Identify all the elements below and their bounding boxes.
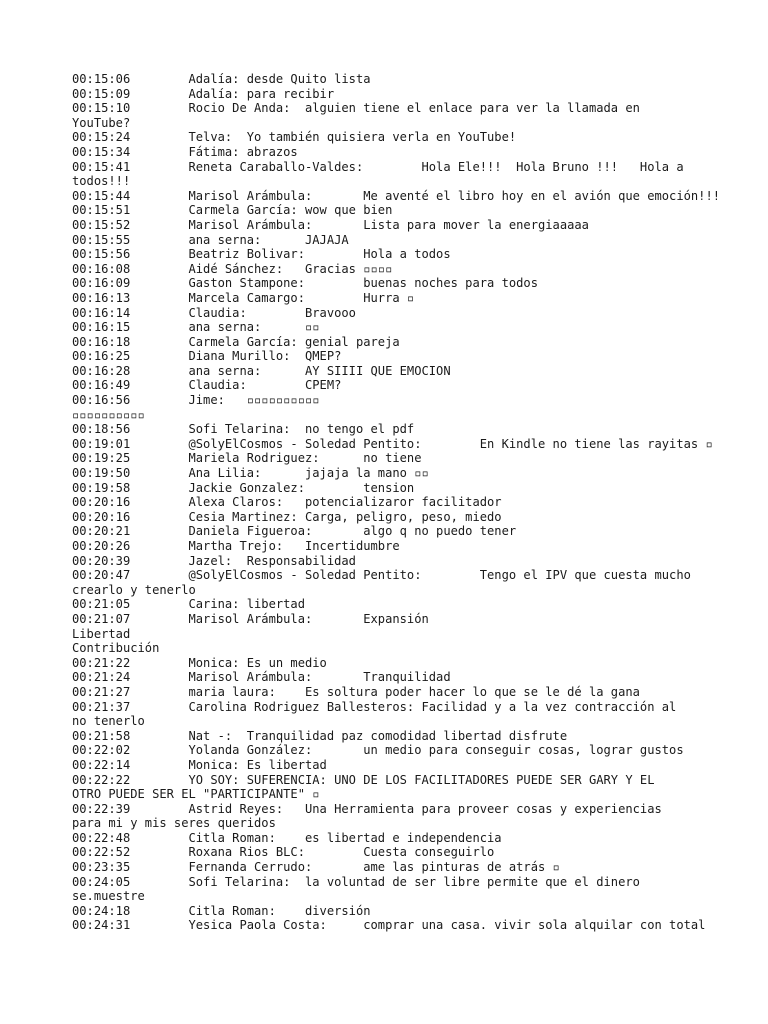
transcript-line: 00:24:05 Sofi Telarina: la voluntad de ser libre permite que el dinero (72, 874, 640, 889)
transcript-line: 00:18:56 Sofi Telarina: no tengo el pdf (72, 422, 415, 437)
transcript-line: 00:15:09 Adalía: para recibir (72, 86, 335, 101)
transcript-line: Libertad (72, 626, 131, 641)
transcript-line: 00:16:13 Marcela Camargo: Hurra ▫ (72, 290, 415, 305)
transcript-line: OTRO PUEDE SER EL "PARTICIPANTE" ▫ (72, 787, 320, 802)
transcript-line: 00:21:22 Monica: Es un medio (72, 655, 327, 670)
transcript-line: 00:21:24 Marisol Arámbula: Tranquilidad (72, 670, 451, 685)
transcript-line: 00:16:49 Claudia: CPEM? (72, 378, 342, 393)
transcript-line: 00:22:48 Citla Roman: es libertad e independencia (72, 830, 502, 845)
transcript-line: 00:15:06 Adalía: desde Quito lista (72, 72, 371, 86)
transcript-line: 00:15:51 Carmela García: wow que bien (72, 203, 393, 218)
transcript-line: Contribución (72, 641, 160, 656)
transcript-line: 00:16:25 Diana Murillo: QMEP? (72, 349, 342, 364)
transcript-line: todos!!! (72, 174, 131, 189)
transcript-line: 00:22:22 YO SOY: SUFERENCIA: UNO DE LOS FACILITADORES PUEDE SER GARY Y EL (72, 772, 655, 787)
transcript-line: 00:20:26 Martha Trejo: Incertidumbre (72, 539, 400, 553)
transcript-line: 00:19:50 Ana Lilia: jajaja la mano ▫▫ (72, 466, 429, 481)
transcript-line: 00:16:56 Jime: ▫▫▫▫▫▫▫▫▫▫ (72, 393, 320, 408)
transcript-line: YouTube? (72, 115, 131, 130)
transcript-line: 00:15:41 Reneta Caraballo-Valdes: Hola Ele!!! Hola Bruno !!! Hola a (72, 159, 684, 174)
transcript-line: se.muestre (72, 889, 145, 904)
transcript-line: 00:16:14 Claudia: Bravooo (72, 305, 356, 320)
transcript-line: 00:21:37 Carolina Rodriguez Ballesteros: Facilidad y a la vez contracción al (72, 699, 677, 714)
transcript-line: 00:22:52 Roxana Rios BLC: Cuesta conseguirlo (72, 845, 495, 860)
transcript-line: para mi y mis seres queridos (72, 816, 276, 831)
transcript-line: 00:16:28 ana serna: AY SIIII QUE EMOCION (72, 363, 451, 378)
transcript-line: 00:23:35 Fernanda Cerrudo: ame las pinturas de atrás ▫ (72, 860, 560, 875)
transcript-line: 00:15:24 Telva: Yo también quisiera verla en YouTube! (72, 130, 517, 145)
transcript-line: 00:15:10 Rocio De Anda: alguien tiene el enlace para ver la llamada en (72, 101, 640, 116)
transcript-line: 00:21:27 maria laura: Es soltura poder hacer lo que se le dé la gana (72, 684, 640, 699)
transcript-line: 00:22:39 Astrid Reyes: Una Herramienta para proveer cosas y experiencias (72, 801, 662, 816)
transcript-line: 00:19:58 Jackie Gonzalez: tension (72, 480, 415, 495)
transcript-line: 00:24:31 Yesica Paola Costa: comprar una casa. vivir sola alquilar con total (72, 918, 706, 933)
transcript-line: 00:20:47 @SolyElCosmos - Soledad Pentito: Tengo el IPV que cuesta mucho (72, 568, 691, 583)
transcript-line: 00:16:15 ana serna: ▫▫ (72, 320, 320, 335)
transcript-line: crearlo y tenerlo (72, 582, 196, 597)
transcript-line: 00:21:58 Nat -: Tranquilidad paz comodidad libertad disfrute (72, 728, 568, 743)
transcript-line: 00:15:56 Beatriz Bolivar: Hola a todos (72, 247, 451, 262)
transcript-line: 00:24:18 Citla Roman: diversión (72, 903, 371, 918)
transcript-line: 00:20:21 Daniela Figueroa: algo q no puedo tener (72, 524, 517, 539)
transcript-line: 00:21:05 Carina: libertad (72, 597, 305, 612)
transcript-line: 00:19:01 @SolyElCosmos - Soledad Pentito: En Kindle no tiene las rayitas ▫ (72, 436, 713, 451)
transcript-line: 00:16:08 Aidé Sánchez: Gracias ▫▫▫▫ (72, 261, 393, 276)
transcript-line: 00:20:16 Cesia Martinez: Carga, peligro, peso, miedo (72, 509, 502, 524)
transcript-line: 00:16:09 Gaston Stampone: buenas noches para todos (72, 276, 538, 291)
chat-transcript (72, 72, 732, 933)
transcript-line: 00:15:55 ana serna: JAJAJA (72, 232, 349, 247)
transcript-line: no tenerlo (72, 714, 145, 729)
transcript-line: 00:15:52 Marisol Arámbula: Lista para mover la energiaaaaa (72, 217, 589, 232)
transcript-line: 00:15:34 Fátima: abrazos (72, 144, 298, 159)
transcript-line: 00:16:18 Carmela García: genial pareja (72, 334, 400, 349)
transcript-line: 00:22:14 Monica: Es libertad (72, 757, 327, 772)
transcript-line: 00:22:02 Yolanda González: un medio para conseguir cosas, lograr gustos (72, 743, 684, 758)
transcript-line: 00:21:07 Marisol Arámbula: Expansión (72, 611, 429, 626)
transcript-line: 00:19:25 Mariela Rodriguez: no tiene (72, 451, 422, 466)
transcript-line: 00:15:44 Marisol Arámbula: Me aventé el libro hoy en el avión que emoción!!! (72, 188, 721, 203)
transcript-line: 00:20:39 Jazel: Responsabilidad (72, 553, 356, 568)
transcript-line: 00:20:16 Alexa Claros: potencializaror facilitador (72, 495, 502, 510)
transcript-line: ▫▫▫▫▫▫▫▫▫▫ (72, 407, 145, 422)
